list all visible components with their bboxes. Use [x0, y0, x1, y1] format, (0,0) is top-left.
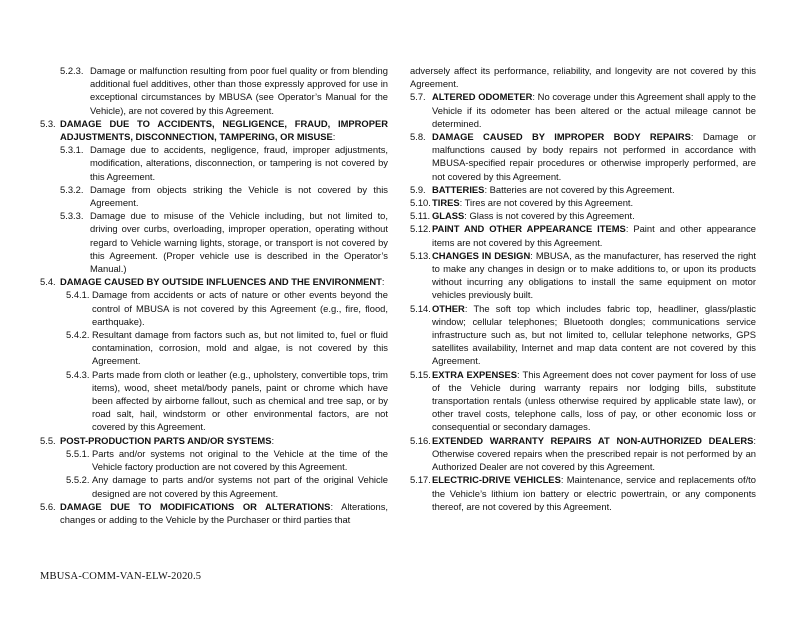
clause-heading: EXTENDED WARRANTY REPAIRS AT NON-AUTHORIZED DEALERS: [432, 434, 754, 446]
clause-body: :: [332, 131, 336, 143]
clause-body: Parts and/or systems not original to the Vehicle at the time of the Vehicle factory production are not covered by this Agreement.: [92, 447, 388, 473]
clause-heading: DAMAGE DUE TO ACCIDENTS, NEGLIGENCE, FRAUD, IMPROPER ADJUSTMENTS, DISCONNECTION, TAMPERING, OR MISUSE: [60, 117, 388, 143]
clause-body: Any damage to parts and/or systems not part of the original Vehicle designed are not covered by this Agreement.: [92, 474, 388, 499]
clause-number: 5.8.: [410, 131, 426, 143]
clause-number: 5.4.1.: [66, 289, 90, 301]
clause-text: [60, 500, 388, 526]
clause-5-4-1: [66, 288, 388, 328]
clause-5-8: [410, 130, 756, 183]
clause-5-6: [40, 500, 388, 526]
clause-body: : Otherwise covered repairs when the prescribed repair is not performed by an Authorized Dealer are not covered by this Agreement.: [432, 434, 756, 473]
clause-number: 5.3.2.: [60, 183, 84, 195]
clause-body: : MBUSA, as the manufacturer, has reserved the right to make any changes in design or to make additions to, or upon its products without incurring any obligations to install the same equipment on motor vehicles previously built.: [432, 249, 756, 301]
clause-heading: OTHER: [432, 302, 465, 314]
clause-body: Resultant damage from factors such as, but not limited to, fuel or fluid contamination, corrosion, mold and algae, is not covered by this Agreement.: [92, 329, 388, 367]
clause-5-4-3: [66, 368, 388, 434]
clause-heading: EXTRA EXPENSES: [432, 368, 518, 380]
clause-number: 5.5.: [40, 434, 56, 446]
clause-5-5: [40, 434, 388, 447]
clause-heading: TIRES: [432, 197, 460, 209]
clause-body: : This Agreement does not cover payment for loss of use of the Vehicle during warranty repairs nor lodging bills, substitute transportation rentals (unless otherwise required by applicable state law), or other travel costs, telephone calls, loss of pay, or other economic loss or consequential or secondary damages.: [432, 368, 757, 433]
clause-number: 5.3.3.: [60, 210, 84, 222]
clause-5-2-3: [60, 64, 388, 117]
clause-5-3-2: [60, 183, 388, 209]
clause-body: :: [271, 434, 275, 446]
clause-text: [90, 64, 388, 117]
clause-5-13: [410, 249, 756, 302]
clause-5-4: [40, 275, 388, 288]
clause-text: [92, 473, 388, 499]
clause-number: 5.11.: [410, 210, 431, 222]
right-column: [410, 64, 756, 513]
clause-body: Parts made from cloth or leather (e.g., upholstery, convertible tops, trim items), wood, sheet metal/body panels, paint or chrome which have been affected by airborne fallout, such as chemical and tree sap, or by road salt, hail, windstorm or other environmental factors, are not covered by this Agreement.: [92, 368, 388, 433]
clause-body: Damage from objects striking the Vehicle is not covered by this Agreement.: [90, 183, 388, 209]
clause-text: [432, 196, 756, 209]
clause-number: 5.9.: [410, 183, 426, 195]
clause-heading: ELECTRIC-DRIVE VEHICLES: [432, 474, 561, 486]
clause-text: [90, 143, 388, 183]
clause-number: 5.12.: [410, 223, 431, 235]
clause-number: 5.15.: [410, 368, 431, 380]
clause-heading: DAMAGE CAUSED BY OUTSIDE INFLUENCES AND THE ENVIRONMENT: [60, 276, 382, 288]
clause-body: Damage due to accidents, negligence, fraud, improper adjustments, modification, alterations, disconnection, or tampering is not covered by this Agreement.: [90, 144, 388, 182]
clause-number: 5.13.: [410, 249, 431, 261]
clause-text: [432, 249, 756, 302]
clause-number: 5.3.1.: [60, 144, 84, 156]
clause-text: [432, 183, 756, 196]
clause-heading: BATTERIES: [432, 183, 485, 195]
document-code-footer: MBUSA-COMM-VAN-ELW-2020.5: [40, 571, 202, 582]
clause-heading: ALTERED ODOMETER: [432, 91, 533, 103]
clause-heading: PAINT AND OTHER APPEARANCE ITEMS: [432, 223, 626, 235]
clause-body: : Tires are not covered by this Agreement.: [459, 197, 634, 209]
clause-body: : Damage or malfunctions caused by body repairs not performed in accordance with MBUSA-specified repair procedures or otherwise improperly performed, are not covered by this Agreement.: [432, 131, 756, 182]
clause-5-3-3: [60, 209, 388, 275]
clause-body: adversely affect its performance, reliability, and longevity are not covered by this Agreement.: [410, 65, 756, 90]
clause-number: 5.4.: [40, 276, 56, 288]
clause-5-11: [410, 209, 756, 222]
clause-5-12: [410, 222, 756, 248]
clause-5-3-1: [60, 143, 388, 183]
clause-text: [432, 130, 756, 183]
clause-heading: DAMAGE CAUSED BY IMPROPER BODY REPAIRS: [432, 131, 691, 143]
clause-text: [92, 447, 388, 473]
clause-5-7: [410, 90, 756, 130]
clause-text: [432, 209, 756, 222]
clause-text: [60, 117, 388, 143]
clause-body: : Paint and other appearance items are not covered by this Agreement.: [432, 223, 756, 248]
clause-number: 5.3.: [40, 117, 56, 129]
clause-5-5-1: [66, 447, 388, 473]
clause-5-14: [410, 302, 756, 368]
clause-text: [90, 209, 388, 275]
left-column: [40, 64, 388, 526]
clause-number: 5.5.2.: [66, 474, 90, 486]
clause-text: [90, 183, 388, 209]
clause-5-17: [410, 473, 756, 513]
clause-text: [410, 64, 756, 90]
clause-cont: [410, 64, 756, 90]
clause-text: [432, 222, 756, 248]
clause-text: [92, 368, 388, 434]
clause-number: 5.6.: [40, 500, 56, 512]
clause-5-3: [40, 117, 388, 143]
clause-text: [92, 288, 388, 328]
clause-5-16: [410, 434, 756, 474]
clause-5-5-2: [66, 473, 388, 499]
clause-body: Damage due to misuse of the Vehicle including, but not limited to, driving over curbs, overloading, improper operation, operating without regard to Vehicle warning lights, storage, or transport is not covered by this Agreement. (Proper vehicle use is described in the Operator’s Manual.): [90, 210, 388, 275]
clause-number: 5.7.: [410, 91, 426, 103]
clause-5-15: [410, 368, 756, 434]
clause-number: 5.2.3.: [60, 65, 84, 76]
clause-number: 5.5.1.: [66, 447, 90, 459]
clause-text: [60, 434, 388, 447]
clause-5-4-2: [66, 328, 388, 368]
clause-text: [432, 434, 756, 474]
clause-body: :: [381, 276, 385, 288]
clause-text: [432, 368, 756, 434]
clause-body: : Alterations, changes or adding to the Vehicle by the Purchaser or third parties that: [60, 500, 388, 525]
clause-body: : Batteries are not covered by this Agreement.: [484, 183, 675, 195]
clause-number: 5.10.: [410, 197, 431, 209]
clause-heading: POST-PRODUCTION PARTS AND/OR SYSTEMS: [60, 434, 272, 446]
clause-body: : No coverage under this Agreement shall apply to the Vehicle if its odometer has been altered or the actual mileage cannot be determined.: [432, 91, 756, 129]
clause-text: [432, 302, 756, 368]
clause-body: : Glass is not covered by this Agreement.: [464, 210, 635, 222]
clause-body: Damage or malfunction resulting from poor fuel quality or from blending additional fuel additives, other than those expressly approved for use in exceptional circumstances by MBUSA (see Operator’s Manual for the Vehicle), are not covered by this Agreement.: [90, 65, 388, 116]
clause-number: 5.14.: [410, 302, 431, 314]
clause-body: Damage from accidents or acts of nature or other events beyond the control of MBUSA is not covered by this Agreement (e.g., fire, flood, earthquake).: [92, 289, 388, 327]
clause-text: [60, 275, 388, 288]
clause-heading: DAMAGE DUE TO MODIFICATIONS OR ALTERATIONS: [60, 500, 331, 512]
clause-number: 5.4.2.: [66, 329, 90, 341]
clause-heading: CHANGES IN DESIGN: [432, 249, 531, 261]
clause-number: 5.17.: [410, 474, 431, 486]
clause-number: 5.4.3.: [66, 368, 90, 380]
clause-text: [92, 328, 388, 368]
clause-5-9: [410, 183, 756, 196]
clause-text: [432, 90, 756, 130]
clause-body: : The soft top which includes fabric top, headliner, glass/plastic window; cellular telephones; Bluetooth dongles; communications service infrastructure such as, but not limited to, cellular telephone networks, GPS satellites availability, Internet and map data content are not covered by this Agreement.: [432, 302, 756, 367]
clause-number: 5.16.: [410, 434, 431, 446]
clause-body: : Maintenance, service and replacements of/to the Vehicle’s lithium ion battery or electric powertrain, or any components thereof, are not covered by this Agreement.: [432, 474, 756, 512]
clause-heading: GLASS: [432, 210, 465, 222]
clause-5-10: [410, 196, 756, 209]
clause-text: [432, 473, 756, 513]
